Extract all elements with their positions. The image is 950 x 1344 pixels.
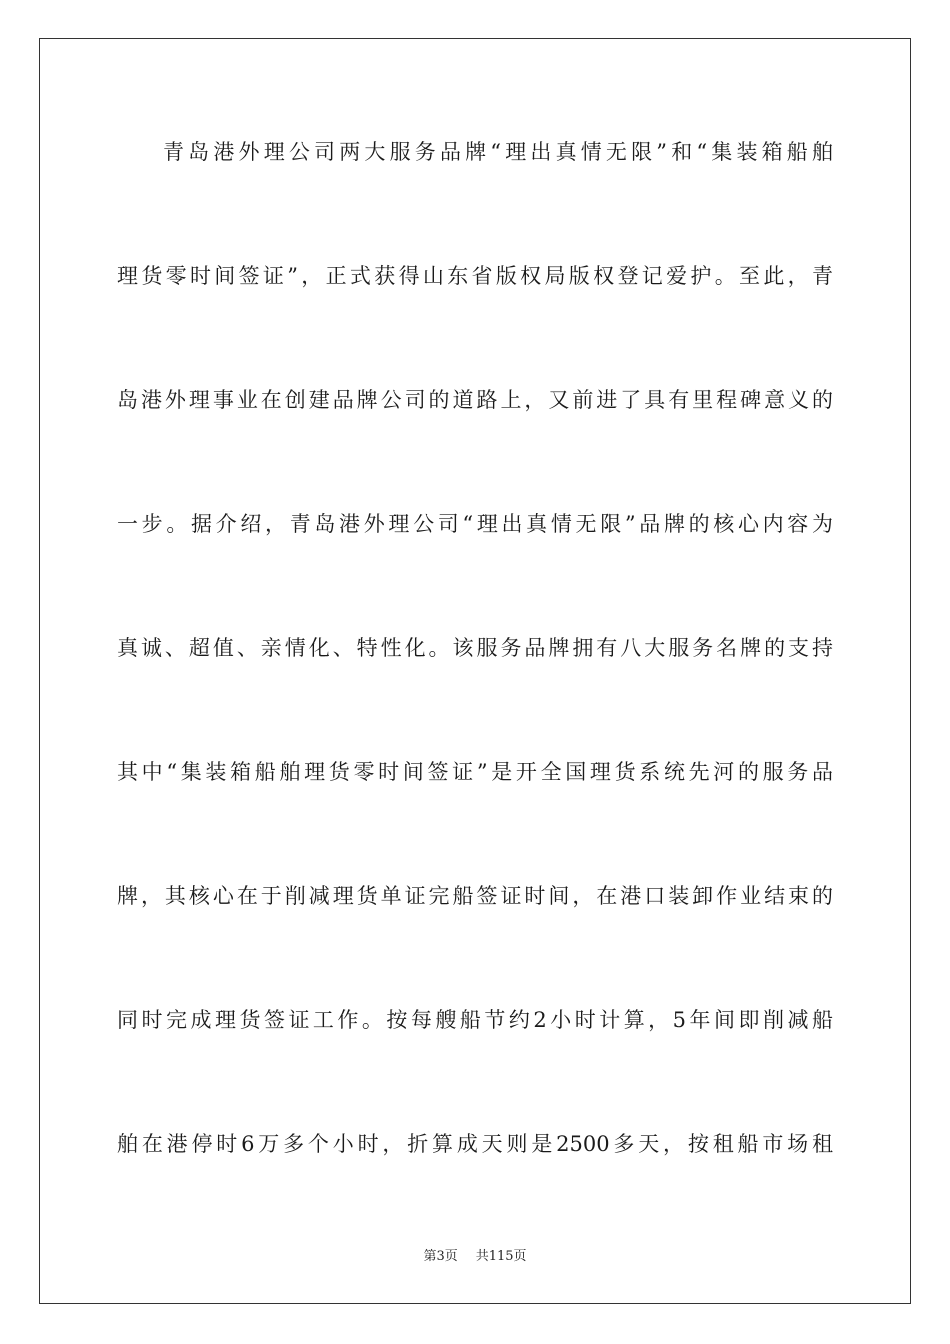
paragraph-line: 一步。据介绍，青岛港外理公司“理出真情无限”品牌的核心内容为	[117, 512, 833, 536]
paragraph-line: 同时完成理货签证工作。按每艘船节约2小时计算，5年间即削减船	[117, 1008, 833, 1032]
paragraph-line: 舶在港停时6万多个小时，折算成天则是2500多天，按租船市场租	[117, 1132, 833, 1156]
paragraph-line: 理货零时间签证”，正式获得山东省版权局版权登记爱护。至此，青	[117, 264, 833, 288]
page-border	[39, 38, 911, 1304]
paragraph-line: 岛港外理事业在创建品牌公司的道路上，又前进了具有里程碑意义的	[117, 388, 833, 412]
paragraph-line: 牌，其核心在于削减理货单证完船签证时间，在港口装卸作业结束的	[117, 884, 833, 908]
page-number-total: 共115页	[475, 1249, 527, 1264]
page-footer	[0, 1248, 950, 1266]
paragraph-line: 真诚、超值、亲情化、特性化。该服务品牌拥有八大服务名牌的支持	[117, 636, 833, 660]
paragraph-line: 其中“集装箱船舶理货零时间签证”是开全国理货系统先河的服务品	[117, 760, 833, 784]
paragraph-line: 青岛港外理公司两大服务品牌“理出真情无限”和“集装箱船舶	[163, 140, 833, 164]
page-number-current: 第3页	[423, 1249, 458, 1264]
